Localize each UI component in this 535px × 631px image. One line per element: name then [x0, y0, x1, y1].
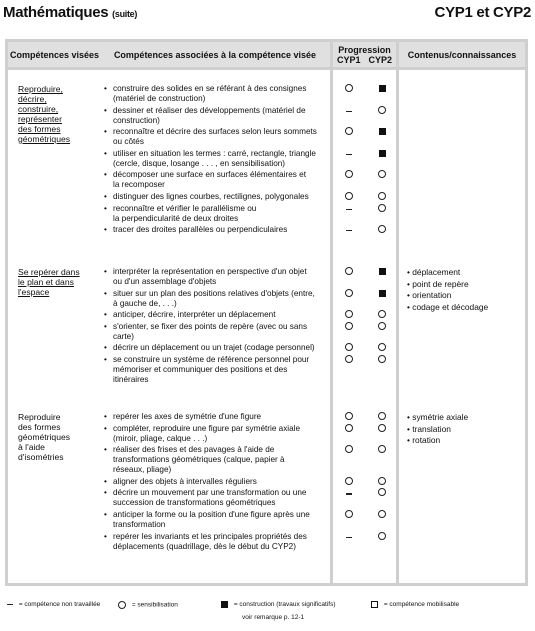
content-item-label: orientation	[412, 290, 452, 300]
content-item-label: rotation	[412, 435, 441, 445]
cyp2-marker	[377, 412, 387, 422]
bullet-icon: •	[104, 412, 107, 421]
cyp1-marker	[344, 204, 354, 214]
content-item	[407, 412, 468, 424]
bullet-icon: •	[104, 203, 107, 213]
list-item-text	[104, 289, 326, 309]
list-item-line: transformations géométriques (calque, papier à	[113, 455, 285, 465]
list-item	[104, 127, 326, 147]
circle-icon	[378, 445, 386, 453]
cyp1-marker	[344, 170, 354, 180]
bullet-icon: •	[104, 267, 107, 276]
circle-icon	[378, 204, 386, 212]
bullet-icon: •	[104, 488, 107, 498]
cyp2-marker	[377, 488, 387, 498]
cyp2-marker	[377, 267, 387, 277]
list-item	[104, 322, 326, 342]
list-item	[104, 488, 326, 508]
list-item-line: repérer les invariants et les principales propriétés des	[113, 531, 307, 541]
bullet-icon: •	[407, 301, 413, 312]
header-cyp2: CYP2	[368, 54, 392, 65]
cyp1-marker	[344, 310, 354, 320]
list-item-line: compléter, reproduire une figure par symétrie axiale	[113, 423, 301, 433]
list-item-line: distinguer des lignes courbes, rectilignes, polygonales	[113, 192, 309, 201]
list-item-text	[104, 192, 326, 202]
list-item-text	[104, 170, 326, 190]
list-item-text	[104, 106, 326, 126]
list-item	[104, 192, 326, 202]
cyp1-marker	[344, 477, 354, 487]
cyp1-marker	[344, 532, 354, 542]
dash-icon	[346, 537, 352, 538]
bullet-icon: •	[104, 105, 107, 115]
circle-icon	[345, 445, 353, 453]
square-icon	[379, 290, 386, 297]
dash-icon	[346, 209, 352, 210]
list-item	[104, 289, 326, 309]
legend-square-open	[371, 601, 459, 608]
legend-dash-label: = compétence non travaillée	[18, 601, 101, 608]
list-item	[104, 84, 326, 104]
list-item	[104, 149, 326, 169]
list-item-line: s'orienter, se fixer des points de repère (avec ou sans	[113, 321, 308, 331]
content-item-label: translation	[412, 423, 451, 434]
list-item-text	[104, 477, 326, 487]
list-item-line: succession de transformations géométriques	[113, 498, 276, 508]
header-cyp1: CYP1	[336, 54, 361, 65]
legend-circle-label: = sensibilisation	[131, 601, 178, 609]
list-item-text	[104, 510, 326, 530]
legend-square-filled-label: = construction (travaux significatifs)	[233, 601, 336, 609]
cyp1-marker	[344, 289, 354, 299]
cyp2-marker	[377, 322, 387, 332]
content-item-label: déplacement	[412, 267, 461, 277]
list-item-line: réaliser des frises et des pavages à l'aide de	[113, 445, 275, 455]
list-item-line: décomposer une surface en surfaces élémentaires et	[113, 170, 306, 180]
cyp1-marker	[344, 127, 354, 137]
circle-icon	[345, 477, 353, 485]
section-title-line: l'espace	[18, 287, 50, 297]
cyp1-marker	[344, 355, 354, 365]
list-item-line: situer sur un plan des positions relatives d'objets (entre,	[113, 288, 315, 298]
list-item-line: anticiper, décrire, interpréter un déplacement	[113, 310, 276, 320]
circle-icon	[378, 532, 386, 540]
filled-square-icon	[221, 601, 228, 608]
list-item-line: dessiner et réaliser des développements (matériel de	[113, 105, 306, 115]
list-item-text	[104, 149, 326, 169]
square-icon	[379, 150, 386, 157]
header-competences-visees: Compétences visées	[8, 42, 101, 67]
bullet-icon: •	[104, 343, 107, 353]
circle-icon	[345, 424, 353, 432]
cyp1-marker	[344, 510, 354, 520]
page-title-main: Mathématiques	[3, 4, 109, 21]
cyp1-marker	[344, 225, 354, 235]
cyp2-marker	[377, 445, 387, 455]
list-item-line: reconnaître et vérifier le parallélisme ou	[113, 203, 257, 213]
legend-circle	[118, 601, 178, 609]
circle-icon	[378, 192, 386, 200]
content-item	[407, 435, 440, 447]
list-item-text	[104, 424, 326, 444]
column-competences-visees	[8, 70, 101, 583]
header-cycles	[333, 55, 396, 65]
legend-square-filled	[221, 601, 336, 608]
bullet-icon: •	[104, 288, 107, 298]
circle-icon	[378, 106, 386, 114]
circle-icon	[345, 170, 353, 178]
circle-icon	[345, 510, 353, 518]
list-item-line: mémoriser et communiquer des positions et des	[113, 365, 288, 374]
circle-icon	[378, 310, 386, 318]
list-item-text	[104, 355, 326, 385]
list-item	[104, 204, 326, 224]
circle-icon	[378, 510, 386, 518]
cyp2-marker	[377, 477, 387, 487]
list-item	[104, 106, 326, 126]
bullet-icon: •	[407, 278, 413, 289]
list-item-line: ou d'un assemblage d'objets	[113, 277, 217, 286]
list-item	[104, 267, 326, 287]
content-item	[407, 279, 469, 291]
section-title-line: des formes	[18, 422, 61, 432]
cyp1-marker	[344, 106, 354, 116]
list-item-line: carte)	[113, 331, 134, 341]
legend-dash	[7, 601, 100, 608]
cycle-title: CYP1 et CYP2	[434, 4, 531, 21]
circle-icon	[378, 424, 386, 432]
bullet-icon: •	[407, 267, 413, 277]
cyp2-marker	[377, 204, 387, 214]
cyp1-marker	[344, 412, 354, 422]
open-square-icon	[371, 601, 378, 608]
list-item-line: décrire un mouvement par une transformation ou une	[113, 488, 307, 498]
section-title-line: géométriques	[18, 134, 71, 144]
list-item-line: itinéraires	[113, 375, 149, 384]
header-progression	[333, 42, 396, 67]
list-item-line: (matériel de construction)	[113, 94, 206, 103]
bullet-icon: •	[407, 423, 413, 434]
cyp1-marker	[344, 192, 354, 202]
list-item	[104, 445, 326, 475]
list-item-line: reconnaître et décrire des surfaces selon leurs sommets	[113, 127, 317, 137]
legend-note: voir remarque p. 12-1	[242, 614, 305, 621]
cyp2-marker	[377, 84, 387, 94]
list-item-line: la recomposer	[113, 180, 165, 190]
dash-icon	[346, 493, 352, 494]
bullet-icon: •	[104, 531, 107, 541]
cyp1-marker	[344, 445, 354, 455]
list-item-text	[104, 343, 326, 353]
section-title-line: représenter	[18, 114, 62, 124]
list-item	[104, 532, 326, 552]
section-title-line: décrire,	[18, 94, 47, 104]
cyp2-marker	[377, 149, 387, 159]
cyp2-marker	[377, 424, 387, 434]
section-title-line: d'isométries	[18, 452, 64, 462]
circle-icon	[345, 84, 353, 92]
section-title-line: Reproduire,	[18, 84, 63, 94]
list-item	[104, 424, 326, 444]
legend-square-open-label: = compétence mobilisable	[383, 601, 460, 609]
content-item	[407, 424, 451, 436]
circle-icon	[345, 343, 353, 351]
circle-icon	[118, 601, 126, 609]
list-item-text	[104, 445, 326, 475]
list-item-line: repérer les axes de symétrie d'une figure	[113, 412, 262, 421]
list-item	[104, 225, 326, 235]
list-item-line: décrire un déplacement ou un trajet (codage personnel)	[113, 343, 315, 353]
bullet-icon: •	[104, 192, 107, 201]
bullet-icon: •	[104, 170, 107, 180]
bullet-icon: •	[407, 290, 413, 300]
list-item	[104, 412, 326, 422]
list-item-line: interpréter la représentation en perspective d'un objet	[113, 267, 307, 276]
list-item-text	[104, 267, 326, 287]
cyp1-marker	[344, 322, 354, 332]
square-icon	[379, 85, 386, 92]
list-item-text	[104, 310, 326, 320]
list-item-text	[104, 322, 326, 342]
list-item	[104, 310, 326, 320]
list-item-line: utiliser en situation les termes : carré, rectangle, triangle	[113, 148, 316, 158]
list-item-line: aligner des objets à intervalles réguliers	[113, 476, 257, 486]
cyp2-marker	[377, 225, 387, 235]
list-item	[104, 355, 326, 385]
list-item	[104, 170, 326, 190]
circle-icon	[345, 412, 353, 420]
cyp2-marker	[377, 127, 387, 137]
content-item	[407, 267, 460, 279]
list-item-line: ou côtés	[113, 137, 144, 147]
list-item-line: construction)	[113, 115, 160, 125]
cyp2-marker	[377, 170, 387, 180]
list-item	[104, 510, 326, 530]
bullet-icon: •	[104, 127, 107, 137]
list-item-line: transformation	[113, 520, 166, 529]
cyp2-marker	[377, 510, 387, 520]
list-item	[104, 343, 326, 353]
list-item-line: (miroir, pliage, calque . . .)	[113, 433, 208, 443]
cyp2-marker	[377, 355, 387, 365]
list-item-line: à gauche de, . . .)	[113, 298, 177, 308]
content-item-label: codage et décodage	[412, 301, 489, 312]
header-contenus: Contenus/connaissances	[399, 42, 525, 67]
bullet-icon: •	[104, 423, 107, 433]
list-item-line: anticiper la forme ou la position d'une figure après une	[113, 510, 310, 519]
dash-icon	[346, 154, 352, 155]
section-title-line: à l'aide	[18, 442, 45, 452]
cyp2-marker	[377, 106, 387, 116]
circle-icon	[345, 289, 353, 297]
content-item-label: symétrie axiale	[412, 412, 469, 422]
bullet-icon: •	[104, 310, 107, 320]
circle-icon	[345, 310, 353, 318]
cyp2-marker	[377, 192, 387, 202]
list-item-text	[104, 204, 326, 224]
page-title	[3, 4, 137, 21]
section-title-line: géométriques	[18, 432, 71, 442]
list-item-text	[104, 127, 326, 147]
dash-icon	[346, 230, 352, 231]
page-title-suffix: (suite)	[112, 9, 138, 19]
header-progression-label: Progression	[338, 44, 391, 55]
dash-icon	[346, 111, 352, 112]
circle-icon	[378, 225, 386, 233]
cyp1-marker	[344, 149, 354, 159]
list-item-text	[104, 412, 326, 422]
cyp1-marker	[344, 343, 354, 353]
list-item-text	[104, 532, 326, 552]
bullet-icon: •	[104, 148, 107, 158]
circle-icon	[378, 488, 386, 496]
list-item-line: déplacements (quadrillage, dès le début du CYP2)	[113, 541, 296, 551]
list-item-text	[104, 84, 326, 104]
cyp1-marker	[344, 84, 354, 94]
content-item	[407, 302, 488, 314]
bullet-icon: •	[104, 225, 107, 235]
list-item-line: réseaux, pliage)	[113, 465, 172, 475]
circle-icon	[345, 355, 353, 363]
square-icon	[379, 268, 386, 275]
bullet-icon: •	[104, 84, 107, 93]
section-title-line: Reproduire	[18, 412, 61, 422]
cyp1-marker	[344, 488, 354, 498]
list-item-line: tracer des droites parallèles ou perpendiculaires	[113, 225, 288, 235]
bullet-icon: •	[104, 321, 107, 331]
list-item-text	[104, 488, 326, 508]
list-item-line: construire des solides en se référant à des consignes	[113, 84, 307, 93]
cyp2-marker	[377, 310, 387, 320]
cyp2-marker	[377, 532, 387, 542]
list-item-line: se construire un système de référence personnel pour	[113, 355, 310, 364]
cyp2-marker	[377, 343, 387, 353]
header-competences-associees: Compétences associées à la compétence visée	[100, 42, 330, 67]
dash-icon	[7, 604, 13, 605]
section-title-line: construire,	[18, 104, 59, 114]
list-item-text	[104, 225, 326, 235]
circle-icon	[378, 322, 386, 330]
list-item-line: la perpendicularité de deux droites	[113, 213, 239, 223]
section-title-line: le plan et dans	[18, 277, 74, 287]
bullet-icon: •	[407, 412, 413, 422]
cyp1-marker	[344, 267, 354, 277]
cyp1-marker	[344, 424, 354, 434]
section-title-line: Se repérer dans	[18, 267, 80, 277]
content-item-label: point de repère	[412, 278, 469, 289]
circle-icon	[345, 192, 353, 200]
circle-icon	[345, 267, 353, 275]
bullet-icon: •	[104, 445, 107, 455]
circle-icon	[378, 412, 386, 420]
bullet-icon: •	[104, 476, 107, 486]
cyp2-marker	[377, 289, 387, 299]
content-item	[407, 290, 451, 302]
list-item	[104, 477, 326, 487]
section-title-line: des formes	[18, 124, 61, 134]
bullet-icon: •	[104, 355, 107, 364]
circle-icon	[378, 343, 386, 351]
list-item-line: (cercle, disque, losange . . . , en sensibilisation)	[113, 158, 286, 168]
circle-icon	[378, 477, 386, 485]
bullet-icon: •	[104, 510, 107, 519]
circle-icon	[345, 322, 353, 330]
column-contenus	[399, 70, 525, 583]
circle-icon	[378, 170, 386, 178]
circle-icon	[345, 127, 353, 135]
bullet-icon: •	[407, 435, 413, 445]
square-icon	[379, 128, 386, 135]
circle-icon	[378, 355, 386, 363]
